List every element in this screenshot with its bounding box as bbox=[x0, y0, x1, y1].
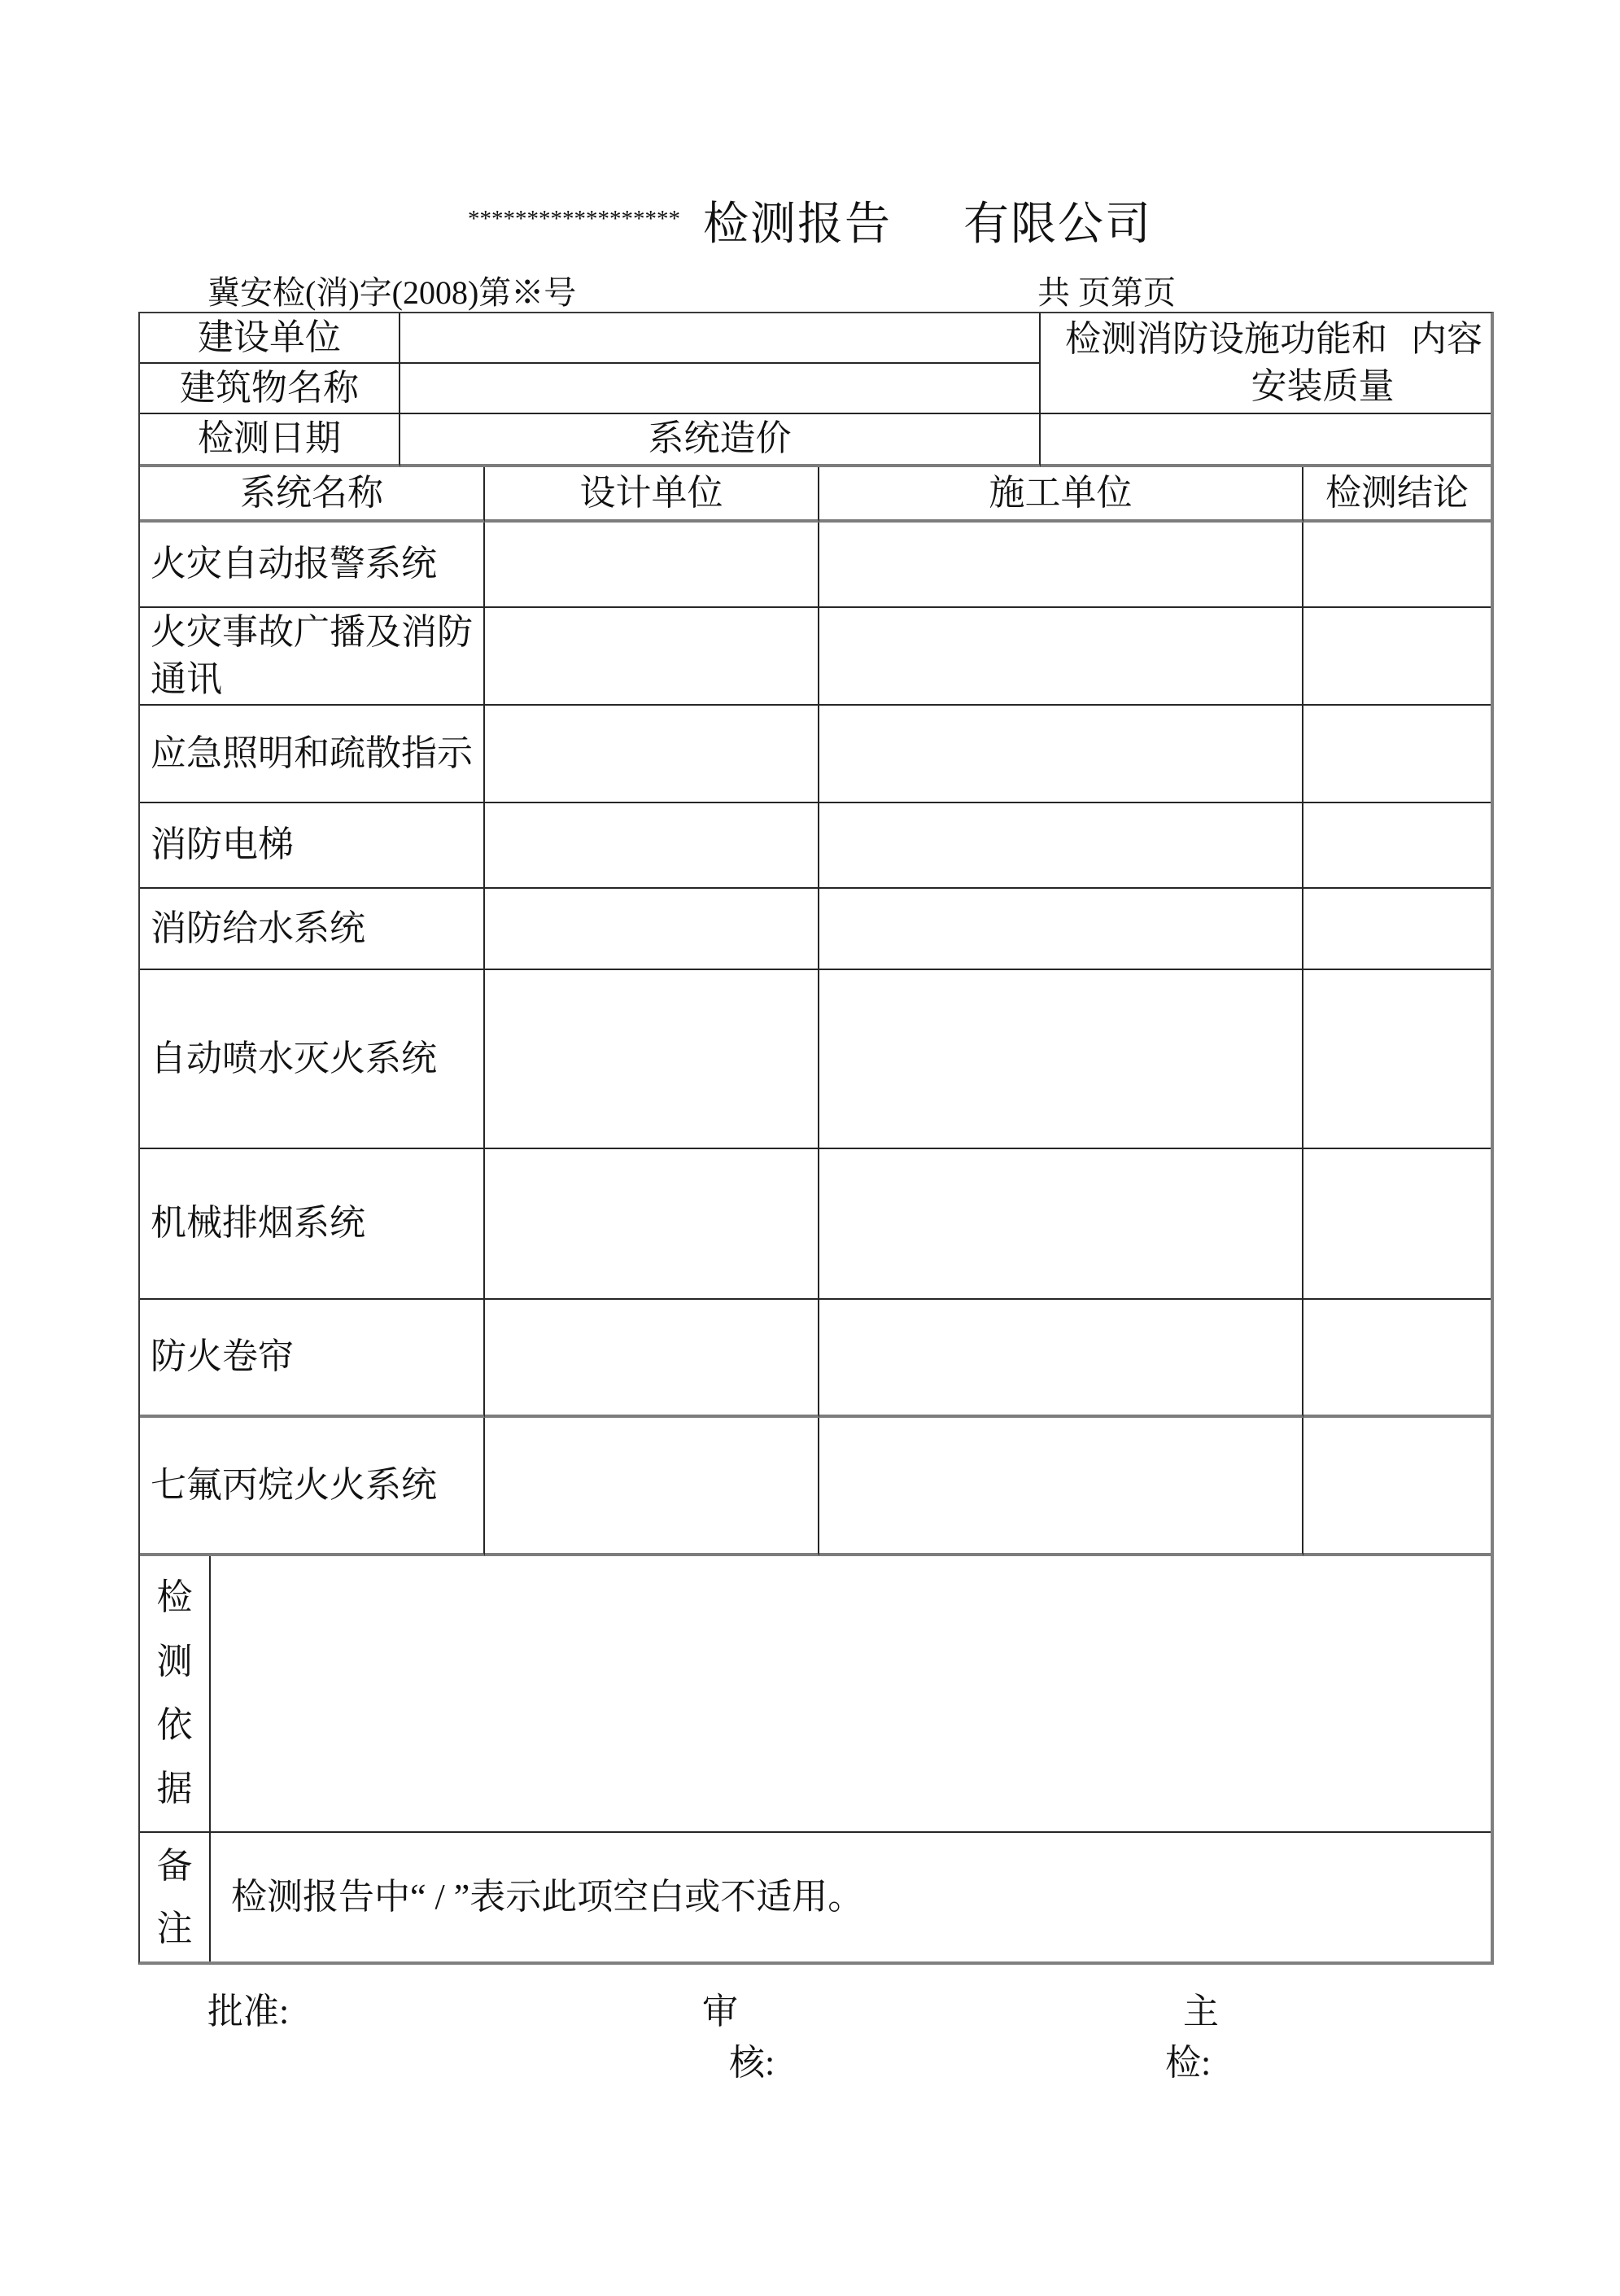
conclusion-cell bbox=[1303, 1418, 1491, 1556]
label-remarks: 备注 bbox=[140, 1833, 211, 1961]
system-name: 自动喷水灭火系统 bbox=[140, 970, 485, 1149]
header-design-unit: 设计单位 bbox=[485, 467, 819, 523]
basis-section bbox=[140, 1556, 1491, 1833]
value-system-cost bbox=[1041, 414, 1491, 467]
title-report: 检测报告 bbox=[703, 199, 892, 250]
conclusion-cell bbox=[1303, 1300, 1491, 1418]
inspection-basis-content bbox=[211, 1556, 1491, 1833]
title-company: 有限公司 bbox=[963, 199, 1152, 250]
inspection-content-cell bbox=[1041, 313, 1491, 414]
label-system-cost: 系统造价 bbox=[400, 414, 1041, 467]
label-inspection-date: 检测日期 bbox=[140, 414, 400, 467]
construction-unit-cell bbox=[819, 608, 1303, 706]
conclusion-cell bbox=[1303, 889, 1491, 970]
chief-inspector-signature: 主 检: bbox=[1165, 1992, 1219, 2083]
design-unit-cell bbox=[485, 523, 819, 608]
report-table bbox=[138, 312, 1494, 1965]
construction-unit-cell bbox=[819, 706, 1303, 803]
system-name: 七氟丙烷火火系统 bbox=[140, 1418, 485, 1556]
inspection-content-line1-left: 检测消防设施功能和 bbox=[1065, 318, 1387, 359]
design-unit-cell bbox=[485, 1300, 819, 1418]
header-system-name: 系统名称 bbox=[140, 467, 485, 523]
remarks-section bbox=[140, 1833, 1491, 1961]
construction-unit-cell bbox=[819, 803, 1303, 889]
construction-unit-cell bbox=[819, 970, 1303, 1149]
conclusion-cell bbox=[1303, 803, 1491, 889]
label-building-name: 建筑物名称 bbox=[140, 364, 400, 414]
system-name: 机械排烟系统 bbox=[140, 1149, 485, 1300]
page-title bbox=[0, 194, 1620, 250]
conclusion-cell bbox=[1303, 970, 1491, 1149]
label-inspection-basis: 检测依据 bbox=[140, 1556, 211, 1833]
construction-unit-cell bbox=[819, 1300, 1303, 1418]
system-name: 消防给水系统 bbox=[140, 889, 485, 970]
conclusion-cell bbox=[1303, 706, 1491, 803]
construction-unit-cell bbox=[819, 523, 1303, 608]
inspection-content-line1-right: 内容 bbox=[1411, 318, 1482, 359]
design-unit-cell bbox=[485, 608, 819, 706]
approver-signature: 批准: bbox=[207, 1992, 290, 2031]
system-name: 消防电梯 bbox=[140, 803, 485, 889]
document-number: 冀安检(消)字(2008)第※号 bbox=[207, 274, 577, 311]
construction-unit-cell bbox=[819, 889, 1303, 970]
conclusion-cell bbox=[1303, 608, 1491, 706]
conclusion-cell bbox=[1303, 523, 1491, 608]
subtitle-row bbox=[0, 267, 1620, 309]
value-building-name bbox=[400, 364, 1041, 414]
value-construction-unit bbox=[400, 313, 1041, 364]
construction-unit-cell bbox=[819, 1418, 1303, 1556]
system-name: 防火卷帘 bbox=[140, 1300, 485, 1418]
conclusion-cell bbox=[1303, 1149, 1491, 1300]
header-construction-unit: 施工单位 bbox=[819, 467, 1303, 523]
info-section bbox=[140, 313, 1491, 467]
design-unit-cell bbox=[485, 803, 819, 889]
system-name: 火灾自动报警系统 bbox=[140, 523, 485, 608]
reviewer-signature: 审 核: bbox=[702, 1992, 775, 2083]
page-count: 共 页第页 bbox=[1037, 274, 1176, 311]
systems-section bbox=[140, 467, 1491, 1556]
inspection-content-line2: 安装质量 bbox=[1251, 366, 1395, 406]
design-unit-cell bbox=[485, 1418, 819, 1556]
construction-unit-cell bbox=[819, 1149, 1303, 1300]
design-unit-cell bbox=[485, 706, 819, 803]
masked-company-name: ****************** bbox=[468, 206, 680, 232]
system-name: 火灾事故广播及消防通讯 bbox=[140, 608, 485, 706]
remarks-content: 检测报告中“ / ”表示此项空白或不适用。 bbox=[231, 1876, 864, 1917]
design-unit-cell bbox=[485, 1149, 819, 1300]
header-conclusion: 检测结论 bbox=[1303, 467, 1491, 523]
design-unit-cell bbox=[485, 889, 819, 970]
system-name: 应急照明和疏散指示 bbox=[140, 706, 485, 803]
design-unit-cell bbox=[485, 970, 819, 1149]
label-construction-unit: 建设单位 bbox=[140, 313, 400, 364]
